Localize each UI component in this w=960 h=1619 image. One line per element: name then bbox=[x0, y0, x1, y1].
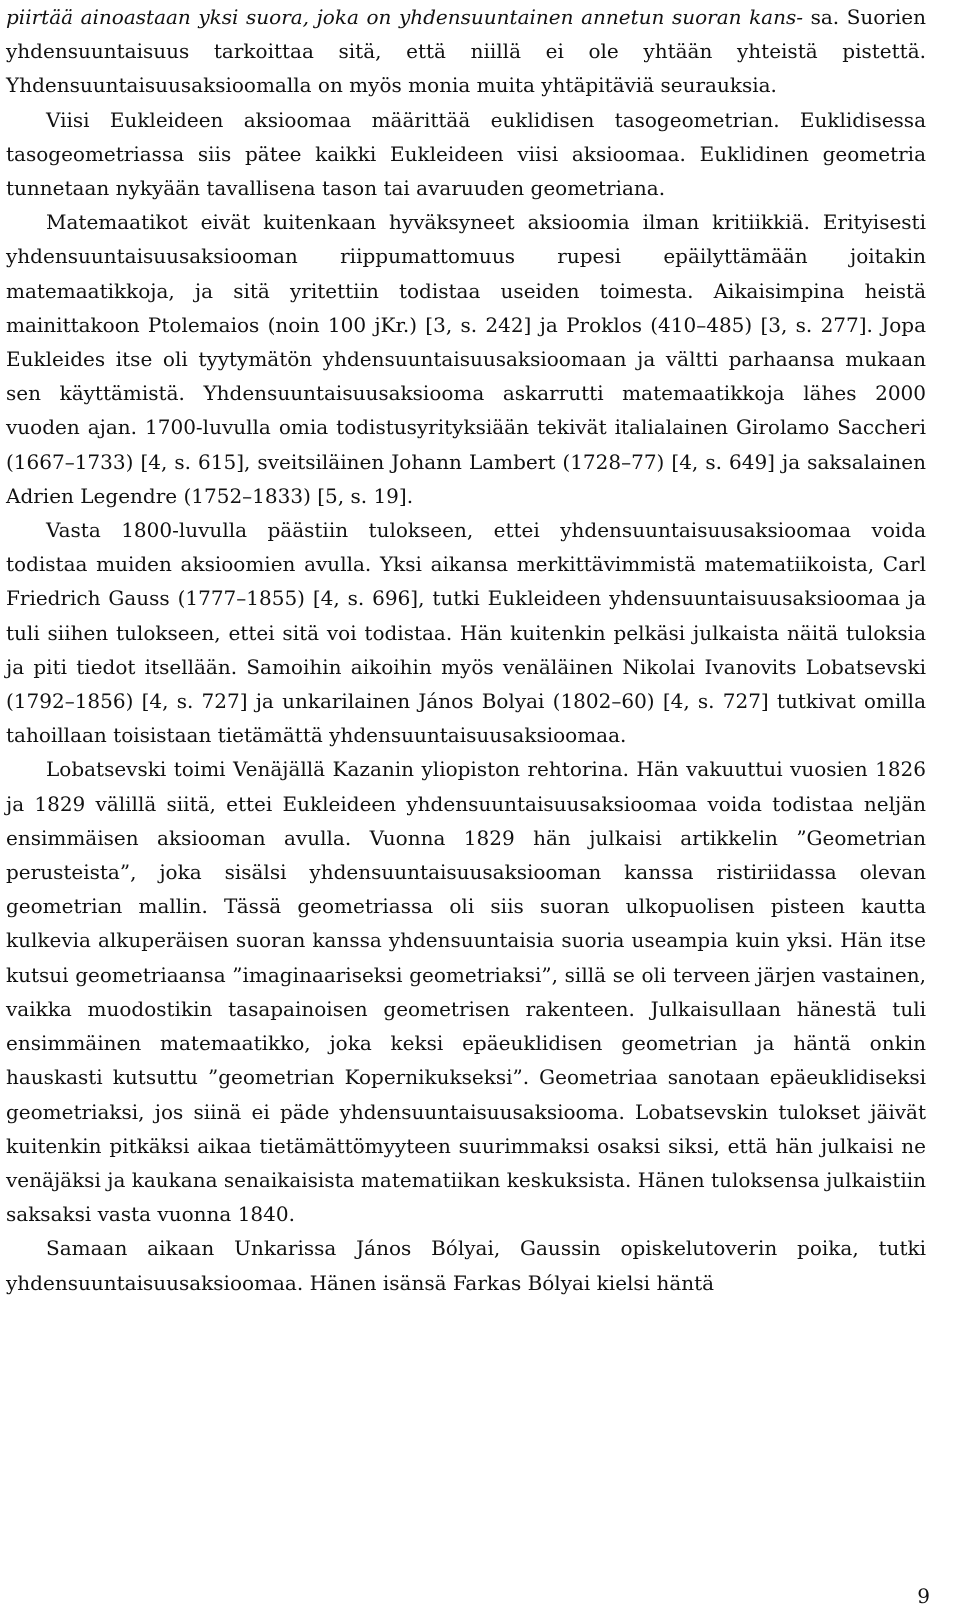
paragraph-lobatsevski: Lobatsevski toimi Venäjällä Kazanin yliopiston rehtorina. Hän vakuuttui vuosien 1826 ja 1829 välillä siitä, ettei Eukleideen yhdensuuntaisuusaksioomaa voida todistaa neljän ensimmäisen aksiooman avulla. Vuonna 1829 hän julkaisi artikkelin ”Geometrian perusteista”, joka sisälsi yhdensuuntaisuusaksiooman kanssa ristiriidassa olevan geometrian mallin. Tässä geometriassa oli siis suoran ulkopuolisen pisteen kautta kulkevia alkuperäisen suoran kanssa yhdensuuntaisia suoria useampia kuin yksi. Hän itse kutsui geometriaansa ”imaginaariseksi geometriaksi”, sillä se oli terveen järjen vastainen, vaikka muodostikin tasapainoisen geometrisen rakenteen. Julkaisullaan hänestä tuli ensimmäinen matemaatikko, joka keksi epäeuklidisen geometrian ja häntä onkin hauskasti kutsuttu ”geometrian Kopernikukseksi”. Geometriaa sanotaan epäeuklidiseksi geometriaksi, jos siinä ei päde yhdensuuntaisuusaksiooma. Lobatsevskin tulokset jäivät kuitenkin pitkäksi aikaa tietämättömyyteen suurimmaksi osaksi siksi, että hän julkaisi ne venäjäksi ja kaukana senaikaisista matematiikan keskuksista. Hänen tuloksensa julkaistiin saksaksi vasta vuonna 1840. bbox=[6, 757, 926, 1227]
paragraph-criticism: Matemaatikot eivät kuitenkaan hyväksyneet aksioomia ilman kritiikkiä. Erityisesti yhdensuuntaisuusaksiooman riippumattomuus rupesi epäilyttämään joitakin matemaatikkoja, ja sitä yritettiin todistaa useiden toimesta. Aikaisimpina heistä mainittakoon Ptolemaios (noin 100 jKr.) [3, s. 242] ja Proklos (410–485) [3, s. 277]. Jopa Eukleides itse oli tyytymätön yhdensuuntaisuusaksioomaan ja vältti parhaansa mukaan sen käyttämistä. Yhdensuuntaisuusaksiooma askarrutti matemaatikkoja lähes 2000 vuoden ajan. 1700-luvulla omia todistusyrityksiään tekivät italialainen Girolamo Saccheri (1667–1733) [4, s. 615], sveitsiläinen Johann Lambert (1728–77) [4, s. 649] ja saksalainen Adrien Legendre (1752–1833) [5, s. 19]. bbox=[6, 210, 926, 508]
page-number: 9 bbox=[917, 1584, 930, 1608]
paragraph-bolyai: Samaan aikaan Unkarissa János Bólyai, Gaussin opiskelutoverin poika, tutki yhdensuuntaisuusaksioomaa. Hänen isänsä Farkas Bólyai kielsi häntä bbox=[6, 1236, 926, 1295]
paragraph-euclidean-geometry: Viisi Eukleideen aksioomaa määrittää euklidisen tasogeometrian. Euklidisessa tasogeometriassa siis pätee kaikki Eukleideen viisi aksioomaa. Euklidinen geometria tunnetaan nykyään tavallisena tason tai avaruuden geometriana. bbox=[6, 107, 926, 201]
intro-paragraph bbox=[6, 0, 926, 103]
intro-rest: sa. Suorien yhdensuuntaisuus tarkoittaa sitä, että niillä ei ole yhtään yhteistä pistettä. Yhdensuuntaisuusaksioomalla on myös monia muita yhtäpitäviä seurauksia. bbox=[6, 5, 927, 98]
intro-italic-line: piirtää ainoastaan yksi suora, joka on yhdensuuntainen annetun suoran kans- bbox=[6, 5, 804, 29]
document-page bbox=[6, 0, 926, 1300]
paragraph-1800s: Vasta 1800-luvulla päästiin tulokseen, ettei yhdensuuntaisuusaksioomaa voida todistaa muiden aksioomien avulla. Yksi aikansa merkittävimmistä matematiikoista, Carl Friedrich Gauss (1777–1855) [4, s. 696], tutki Eukleideen yhdensuuntaisuusaksioomaa ja tuli siihen tulokseen, ettei sitä voi todistaa. Hän kuitenkin pelkäsi julkaista näitä tuloksia ja piti tiedot itsellään. Samoihin aikoihin myös venäläinen Nikolai Ivanovits Lobatsevski (1792–1856) [4, s. 727] ja unkarilainen János Bolyai (1802–60) [4, s. 727] tutkivat omilla tahoillaan toisistaan tietämättä yhdensuuntaisuusaksioomaa. bbox=[6, 518, 926, 748]
